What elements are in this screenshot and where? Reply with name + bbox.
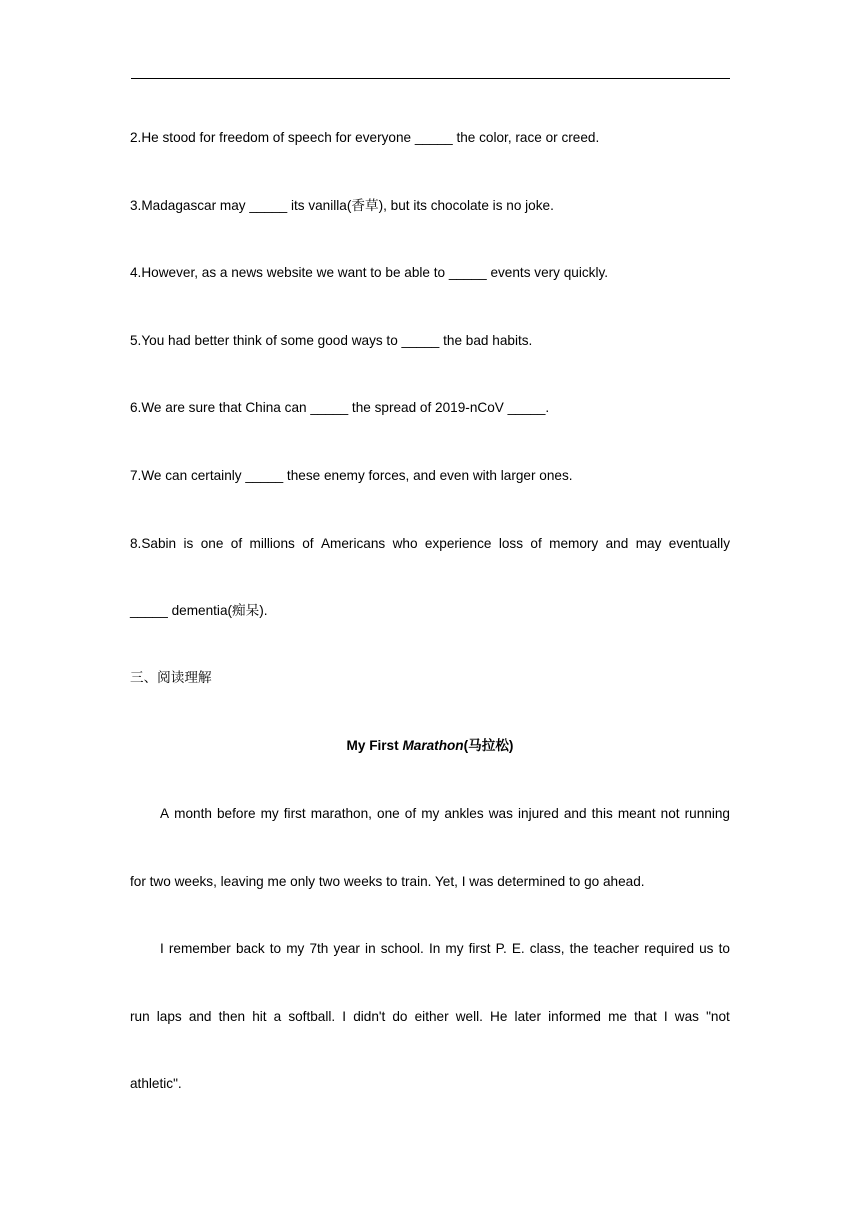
word: month	[174, 806, 212, 821]
word: of	[404, 806, 417, 821]
word: He	[490, 1009, 508, 1024]
word: of	[230, 536, 243, 551]
word: E.	[511, 941, 525, 956]
word: later	[514, 1009, 541, 1024]
reading-title	[130, 737, 730, 755]
exercise-item-3: 3.Madagascar may _____ its vanilla(香草), but its chocolate is no joke.	[130, 198, 554, 213]
word: meant	[617, 806, 656, 821]
word: and	[188, 1009, 212, 1024]
paragraph-2-line-3: athletic".	[130, 1076, 182, 1091]
word: injured	[517, 806, 559, 821]
word: one	[200, 536, 224, 551]
paragraph-2-line-1	[130, 940, 730, 958]
word: who	[392, 536, 418, 551]
word: back	[235, 941, 265, 956]
word: in	[365, 941, 376, 956]
word: eventually	[668, 536, 730, 551]
word: loss	[498, 536, 524, 551]
word: a	[273, 1009, 282, 1024]
paragraph-1-line-2: for two weeks, leaving me only two weeks to train. Yet, I was determined to go ahead.	[130, 874, 645, 889]
exercise-item-8-line-2: _____ dementia(痴呆).	[130, 603, 268, 618]
word: then	[218, 1009, 246, 1024]
word: my	[445, 941, 464, 956]
word: not	[660, 806, 680, 821]
word: P.	[495, 941, 507, 956]
word: hit	[252, 1009, 267, 1024]
exercise-item-5: 5.You had better think of some good ways to _____ the bad habits.	[130, 333, 533, 348]
exercise-item-4: 4.However, as a news website we want to be able to _____ events very quickly.	[130, 265, 609, 280]
word: that	[634, 1009, 657, 1024]
word: was	[674, 1009, 699, 1024]
paragraph-2-line-2	[130, 1008, 730, 1026]
paragraph-1-line-1	[130, 805, 730, 823]
word: I	[160, 941, 164, 956]
word: laps	[156, 1009, 182, 1024]
word: I	[342, 1009, 347, 1024]
word: memory	[549, 536, 599, 551]
exercise-item-6: 6.We are sure that China can _____ the spread of 2019-nCoV _____.	[130, 400, 550, 415]
word: one	[377, 806, 400, 821]
word: softball.	[288, 1009, 336, 1024]
word: first	[283, 806, 306, 821]
word: my	[421, 806, 440, 821]
reading-title-prefix: My First	[346, 738, 403, 753]
word: informed	[548, 1009, 601, 1024]
word: before	[216, 806, 256, 821]
word: A	[160, 806, 170, 821]
word: required	[644, 941, 694, 956]
word: to	[718, 941, 730, 956]
word: I	[663, 1009, 668, 1024]
word: ankles	[444, 806, 484, 821]
header-rule	[131, 78, 730, 79]
word: teacher	[593, 941, 640, 956]
word: In	[428, 941, 441, 956]
word: us	[699, 941, 714, 956]
word: is	[183, 536, 194, 551]
word: of	[530, 536, 542, 551]
word: run	[130, 1009, 150, 1024]
word: first	[468, 941, 491, 956]
word: my	[260, 806, 279, 821]
word: 7th	[309, 941, 329, 956]
word: marathon,	[310, 806, 372, 821]
word: school.	[380, 941, 424, 956]
word: year	[333, 941, 360, 956]
word: to	[269, 941, 282, 956]
word: well.	[455, 1009, 483, 1024]
word: Americans	[320, 536, 386, 551]
word: experience	[424, 536, 492, 551]
word: running	[684, 806, 730, 821]
word: remember	[168, 941, 231, 956]
word: this	[591, 806, 613, 821]
word: 8.Sabin	[130, 536, 177, 551]
exercise-item-7: 7.We can certainly _____ these enemy forces, and even with larger ones.	[130, 468, 573, 483]
word: and	[563, 806, 587, 821]
word: "not	[706, 1009, 730, 1024]
word: was	[488, 806, 513, 821]
word: of	[302, 536, 314, 551]
section-heading: 三、阅读理解	[130, 670, 212, 686]
word: class,	[529, 941, 565, 956]
word: didn't	[353, 1009, 386, 1024]
exercise-item-2: 2.He stood for freedom of speech for everyone _____ the color, race or creed.	[130, 130, 600, 145]
word: either	[414, 1009, 449, 1024]
reading-title-italic: Marathon	[402, 738, 464, 753]
word: me	[608, 1009, 627, 1024]
word: and	[605, 536, 629, 551]
word: my	[286, 941, 305, 956]
word: the	[569, 941, 589, 956]
word: may	[635, 536, 662, 551]
reading-title-suffix: (马拉松)	[463, 738, 514, 753]
exercise-item-8-line-1	[130, 535, 730, 553]
word: millions	[249, 536, 295, 551]
word: do	[392, 1009, 408, 1024]
